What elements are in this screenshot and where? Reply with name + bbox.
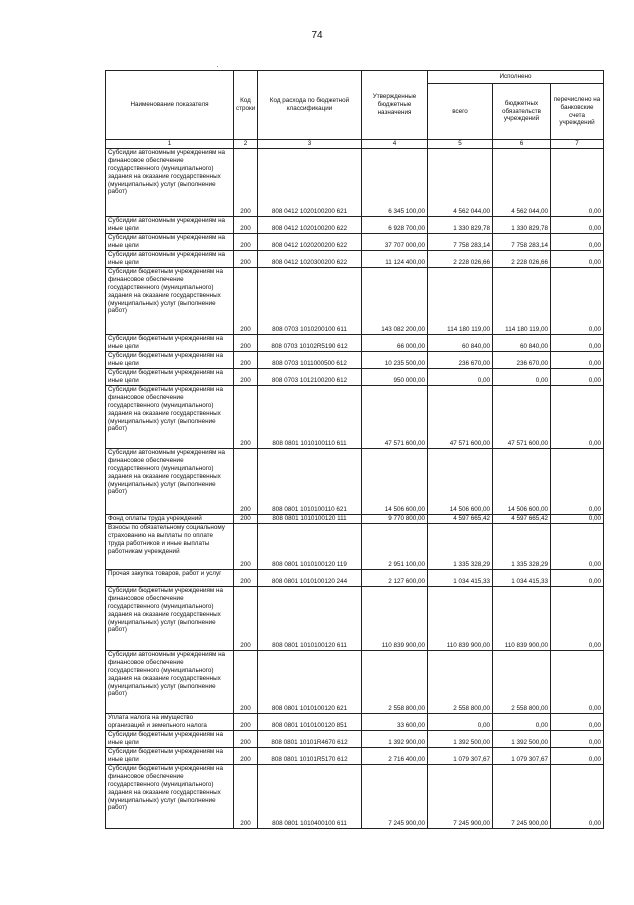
table-row	[106, 764, 604, 828]
row-line-code-cell: 200	[234, 586, 258, 650]
row-total-cell: 2 228 026,66	[428, 250, 493, 267]
row-institutions-cell: 236 670,00	[493, 351, 551, 368]
column-number: 4	[362, 140, 428, 149]
table-row	[106, 250, 604, 267]
table-row	[106, 448, 604, 514]
row-transferred-cell: 0,00	[551, 448, 604, 514]
row-total-cell: 2 558 800,00	[428, 650, 493, 713]
row-line-code-cell: 200	[234, 713, 258, 730]
row-line-code-cell: 200	[234, 730, 258, 747]
row-budget-code-cell: 808 0801 1010100120 244	[258, 569, 362, 586]
row-institutions-cell: 114 180 119,00	[493, 267, 551, 334]
row-transferred-cell: 0,00	[551, 233, 604, 250]
row-line-code-cell: 200	[234, 250, 258, 267]
row-institutions-cell: 1 392 500,00	[493, 730, 551, 747]
row-transferred-cell: 0,00	[551, 385, 604, 448]
row-line-code-cell: 200	[234, 764, 258, 828]
row-institutions-cell: 1 330 829,78	[493, 216, 551, 233]
col-header-total: всего	[428, 84, 493, 140]
row-budget-code-cell: 808 0703 1012100200 612	[258, 368, 362, 385]
row-total-cell: 0,00	[428, 713, 493, 730]
table-row	[106, 650, 604, 713]
row-line-code-cell: 200	[234, 650, 258, 713]
table-row	[106, 267, 604, 334]
row-total-cell: 47 571 600,00	[428, 385, 493, 448]
row-line-code-cell: 200	[234, 216, 258, 233]
row-institutions-cell: 0,00	[493, 713, 551, 730]
row-total-cell: 14 506 600,00	[428, 448, 493, 514]
table-row	[106, 233, 604, 250]
column-number-row	[106, 140, 604, 149]
table-row	[106, 514, 604, 523]
row-name-cell: Субсидии бюджетным учреждениям на иные цели	[106, 747, 234, 764]
row-budget-code-cell: 808 0703 1010200100 611	[258, 267, 362, 334]
row-line-code-cell: 200	[234, 267, 258, 334]
table-row	[106, 385, 604, 448]
row-name-cell: Субсидии бюджетным учреждениям на иные цели	[106, 730, 234, 747]
row-name-cell: Субсидии автономным учреждениям на финансовое обеспечение государственного (муниципального) задания на оказание государственных (муниципальных) услуг (выполнение работ)	[106, 448, 234, 514]
row-line-code-cell: 200	[234, 523, 258, 569]
row-budget-code-cell: 808 0412 1020100200 622	[258, 216, 362, 233]
row-total-cell: 4 562 044,00	[428, 148, 493, 216]
row-transferred-cell: 0,00	[551, 334, 604, 351]
row-budget-code-cell: 808 0801 1010100110 621	[258, 448, 362, 514]
row-institutions-cell: 60 840,00	[493, 334, 551, 351]
table-row	[106, 713, 604, 730]
row-name-cell: Субсидии бюджетным учреждениям на финансовое обеспечение государственного (муниципального) задания на оказание государственных (муниципальных) услуг (выполнение работ)	[106, 586, 234, 650]
row-name-cell: Субсидии бюджетным учреждениям на иные цели	[106, 334, 234, 351]
row-line-code-cell: 200	[234, 368, 258, 385]
row-name-cell: Субсидии бюджетным учреждениям на иные цели	[106, 368, 234, 385]
column-number: 2	[234, 140, 258, 149]
row-line-code-cell: 200	[234, 148, 258, 216]
row-institutions-cell: 14 506 600,00	[493, 448, 551, 514]
row-budget-code-cell: 808 0801 1010100120 611	[258, 586, 362, 650]
table-row	[106, 586, 604, 650]
row-name-cell: Субсидии бюджетным учреждениям на финансовое обеспечение государственного (муниципального) задания на оказание государственных (муниципальных) услуг (выполнение работ)	[106, 764, 234, 828]
table-row	[106, 730, 604, 747]
row-line-code-cell: 200	[234, 747, 258, 764]
col-header-budget-institutions: бюджетных обязательств учреждений	[493, 84, 551, 140]
row-budget-code-cell: 808 0801 1010100120 111	[258, 514, 362, 523]
row-institutions-cell: 1 335 328,29	[493, 523, 551, 569]
row-approved-cell: 7 245 900,00	[362, 764, 428, 828]
row-transferred-cell: 0,00	[551, 148, 604, 216]
row-line-code-cell: 200	[234, 569, 258, 586]
row-name-cell: Субсидии бюджетным учреждениям на иные цели	[106, 351, 234, 368]
row-budget-code-cell: 808 0801 1010100120 119	[258, 523, 362, 569]
row-institutions-cell: 0,00	[493, 368, 551, 385]
row-total-cell: 0,00	[428, 368, 493, 385]
row-approved-cell: 66 000,00	[362, 334, 428, 351]
row-budget-code-cell: 808 0801 10101R5170 612	[258, 747, 362, 764]
row-approved-cell: 950 000,00	[362, 368, 428, 385]
row-approved-cell: 2 951 100,00	[362, 523, 428, 569]
row-total-cell: 1 392 500,00	[428, 730, 493, 747]
row-total-cell: 7 758 283,14	[428, 233, 493, 250]
table-row	[106, 523, 604, 569]
row-transferred-cell: 0,00	[551, 368, 604, 385]
scan-dot: ·	[216, 62, 219, 71]
row-line-code-cell: 200	[234, 233, 258, 250]
row-name-cell: Прочая закупка товаров, работ и услуг	[106, 569, 234, 586]
row-transferred-cell: 0,00	[551, 250, 604, 267]
row-budget-code-cell: 808 0801 1010400100 611	[258, 764, 362, 828]
row-budget-code-cell: 808 0703 1011000500 612	[258, 351, 362, 368]
row-transferred-cell: 0,00	[551, 216, 604, 233]
row-institutions-cell: 1 034 415,33	[493, 569, 551, 586]
row-line-code-cell: 200	[234, 334, 258, 351]
column-number: 1	[106, 140, 234, 149]
table-row	[106, 351, 604, 368]
row-approved-cell: 37 707 000,00	[362, 233, 428, 250]
col-header-executed: Исполнено	[428, 71, 604, 84]
row-name-cell: Взносы по обязательному социальному страхованию на выплаты по оплате труда работников и иные выплаты работникам учреждений	[106, 523, 234, 569]
row-institutions-cell: 2 228 026,66	[493, 250, 551, 267]
row-approved-cell: 14 506 600,00	[362, 448, 428, 514]
row-name-cell: Уплата налога на имущество организаций и земельного налога	[106, 713, 234, 730]
row-transferred-cell: 0,00	[551, 747, 604, 764]
row-approved-cell: 33 600,00	[362, 713, 428, 730]
row-name-cell: Фонд оплаты труда учреждений	[106, 514, 234, 523]
row-approved-cell: 2 127 600,00	[362, 569, 428, 586]
row-transferred-cell: 0,00	[551, 514, 604, 523]
row-transferred-cell: 0,00	[551, 713, 604, 730]
row-approved-cell: 6 928 700,00	[362, 216, 428, 233]
row-budget-code-cell: 808 0412 1020100200 621	[258, 148, 362, 216]
row-name-cell: Субсидии автономным учреждениям на финансовое обеспечение государственного (муниципального) задания на оказание государственных (муниципальных) услуг (выполнение работ)	[106, 148, 234, 216]
row-total-cell: 1 335 328,29	[428, 523, 493, 569]
row-budget-code-cell: 808 0801 1010100110 611	[258, 385, 362, 448]
row-line-code-cell: 200	[234, 351, 258, 368]
table-row	[106, 148, 604, 216]
row-name-cell: Субсидии автономным учреждениям на финансовое обеспечение государственного (муниципального) задания на оказание государственных (муниципальных) услуг (выполнение работ)	[106, 650, 234, 713]
row-approved-cell: 10 235 500,00	[362, 351, 428, 368]
row-transferred-cell: 0,00	[551, 764, 604, 828]
row-budget-code-cell: 808 0412 1020200200 622	[258, 233, 362, 250]
row-name-cell: Субсидии бюджетным учреждениям на финансовое обеспечение государственного (муниципального) задания на оказание государственных (муниципальных) услуг (выполнение работ)	[106, 267, 234, 334]
row-total-cell: 1 079 307,67	[428, 747, 493, 764]
row-transferred-cell: 0,00	[551, 650, 604, 713]
table-row	[106, 368, 604, 385]
col-header-transferred: перечислено на банковские счета учреждений	[551, 84, 604, 140]
row-transferred-cell: 0,00	[551, 569, 604, 586]
row-budget-code-cell: 808 0412 1020300200 622	[258, 250, 362, 267]
table-row	[106, 216, 604, 233]
row-name-cell: Субсидии бюджетным учреждениям на финансовое обеспечение государственного (муниципального) задания на оказание государственных (муниципальных) услуг (выполнение работ)	[106, 385, 234, 448]
row-budget-code-cell: 808 0801 1010100120 621	[258, 650, 362, 713]
col-header-approved: Утвержденные бюджетные назначения	[362, 71, 428, 140]
row-budget-code-cell: 808 0703 10102R5190 612	[258, 334, 362, 351]
row-approved-cell: 6 345 100,00	[362, 148, 428, 216]
row-institutions-cell: 110 839 900,00	[493, 586, 551, 650]
col-header-name: Наименование показателя	[106, 71, 234, 140]
row-institutions-cell: 4 597 665,42	[493, 514, 551, 523]
row-approved-cell: 2 716 400,00	[362, 747, 428, 764]
row-total-cell: 1 330 829,78	[428, 216, 493, 233]
row-approved-cell: 110 839 900,00	[362, 586, 428, 650]
row-budget-code-cell: 808 0801 1010100120 851	[258, 713, 362, 730]
row-approved-cell: 47 571 600,00	[362, 385, 428, 448]
row-name-cell: Субсидии автономным учреждениям на иные цели	[106, 250, 234, 267]
row-transferred-cell: 0,00	[551, 523, 604, 569]
row-line-code-cell: 200	[234, 514, 258, 523]
row-line-code-cell: 200	[234, 448, 258, 514]
column-number: 6	[493, 140, 551, 149]
row-institutions-cell: 4 562 044,00	[493, 148, 551, 216]
row-approved-cell: 2 558 800,00	[362, 650, 428, 713]
report-body	[106, 148, 604, 828]
row-budget-code-cell: 808 0801 10101R4670 612	[258, 730, 362, 747]
col-header-line-code: Код строки	[234, 71, 258, 140]
row-institutions-cell: 7 245 900,00	[493, 764, 551, 828]
row-transferred-cell: 0,00	[551, 586, 604, 650]
row-total-cell: 110 839 900,00	[428, 586, 493, 650]
row-institutions-cell: 47 571 600,00	[493, 385, 551, 448]
column-number: 7	[551, 140, 604, 149]
row-name-cell: Субсидии автономным учреждениям на иные цели	[106, 233, 234, 250]
row-transferred-cell: 0,00	[551, 730, 604, 747]
col-header-budget-code: Код расхода по бюджетной классификации	[258, 71, 362, 140]
row-institutions-cell: 2 558 800,00	[493, 650, 551, 713]
row-institutions-cell: 7 758 283,14	[493, 233, 551, 250]
row-approved-cell: 11 124 400,00	[362, 250, 428, 267]
row-total-cell: 7 245 900,00	[428, 764, 493, 828]
row-line-code-cell: 200	[234, 385, 258, 448]
row-total-cell: 114 180 119,00	[428, 267, 493, 334]
column-number: 3	[258, 140, 362, 149]
table-row	[106, 747, 604, 764]
row-total-cell: 4 597 665,42	[428, 514, 493, 523]
row-institutions-cell: 1 079 307,67	[493, 747, 551, 764]
table-row	[106, 569, 604, 586]
table-row	[106, 334, 604, 351]
row-transferred-cell: 0,00	[551, 351, 604, 368]
column-number: 5	[428, 140, 493, 149]
row-approved-cell: 9 770 800,00	[362, 514, 428, 523]
row-approved-cell: 143 082 200,00	[362, 267, 428, 334]
row-total-cell: 236 670,00	[428, 351, 493, 368]
row-total-cell: 1 034 415,33	[428, 569, 493, 586]
page-number: 74	[311, 30, 323, 41]
row-approved-cell: 1 392 900,00	[362, 730, 428, 747]
row-name-cell: Субсидии автономным учреждениям на иные цели	[106, 216, 234, 233]
row-transferred-cell: 0,00	[551, 267, 604, 334]
row-total-cell: 60 840,00	[428, 334, 493, 351]
report-table	[105, 70, 604, 829]
